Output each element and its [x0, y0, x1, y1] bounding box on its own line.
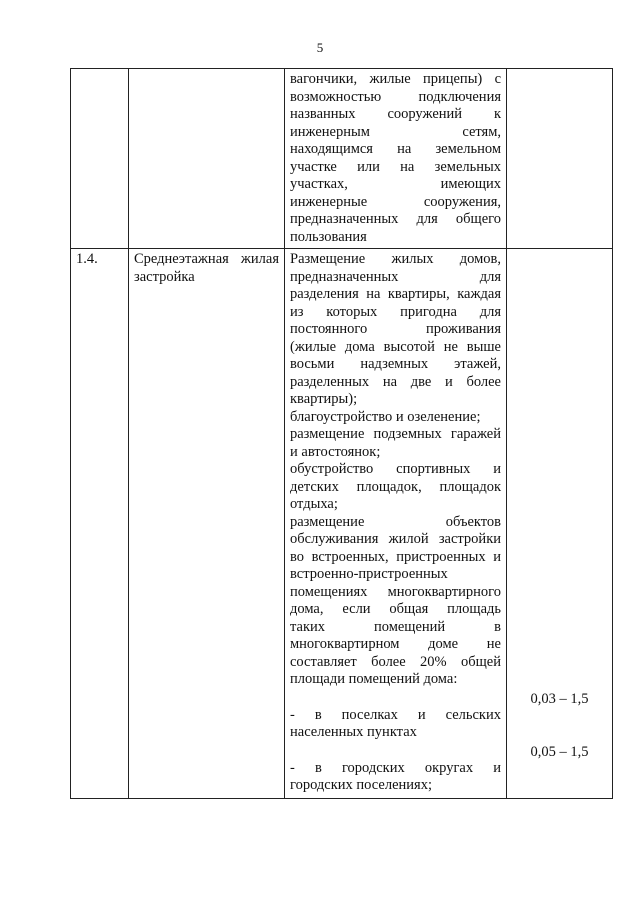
value-cities: 0,05 – 1,5 [530, 743, 589, 760]
description-line: разделения на квартиры, каждая [290, 286, 501, 302]
description-line: разделенных на две и более [290, 373, 501, 390]
cell-value-empty [507, 69, 613, 249]
description-line: Размещение жилых домов, [290, 251, 501, 267]
page-number: 5 [316, 40, 324, 55]
description-line: обслуживания жилой застройки [290, 531, 501, 547]
sub-item-line: населенных пунктах [290, 724, 417, 740]
description-line: многоквартирном доме не [290, 636, 501, 652]
description-line: дома, если общая площадь [290, 601, 501, 617]
description-line: помещениях многоквартирного [290, 583, 501, 600]
cell-number-empty [71, 69, 129, 249]
description-line: размещение объектов [290, 513, 501, 530]
zoning-table [70, 68, 613, 799]
description-line: инженерные сооружения, [290, 193, 501, 210]
description-line: отдыха; [290, 496, 338, 512]
cell-number [71, 249, 129, 799]
sub-item-line: - в городских округах и [290, 759, 501, 776]
sub-item-line: городских поселениях; [290, 777, 432, 793]
table-row-continued [71, 69, 613, 249]
row-name-line: Среднеэтажная жилая [134, 251, 279, 267]
description-line: во встроенных, пристроенных и [290, 548, 501, 565]
table-row-1-4 [71, 249, 613, 799]
description-line: составляет более 20% общей [290, 653, 501, 670]
description-line: предназначенных для общего [290, 211, 501, 227]
description-line: находящимся на земельном [290, 141, 501, 157]
value-villages: 0,03 – 1,5 [530, 691, 589, 707]
description-line: пользования [290, 228, 367, 245]
description-line: обустройство спортивных и [290, 461, 501, 477]
cell-value [507, 249, 613, 799]
sub-item-line: - в поселках и сельских [290, 706, 501, 723]
description-line: вагончики, жилые прицепы) с [290, 71, 501, 87]
description-line: из которых пригодна для [290, 303, 501, 320]
description-line: инженерным сетям, [290, 123, 501, 140]
description-line: благоустройство и озеленение; [290, 408, 481, 425]
description-line: таких помещений в [290, 618, 501, 635]
description-line: встроенно-пристроенных [290, 566, 448, 582]
description-line: возможностью подключения [290, 88, 501, 105]
description-line: постоянного проживания [290, 321, 501, 337]
description-line: (жилые дома высотой не выше [290, 338, 501, 355]
description-line: площади помещений дома: [290, 671, 458, 687]
cell-name-empty [129, 69, 285, 249]
description-line: участках, имеющих [290, 176, 501, 192]
row-name-line: застройка [134, 268, 195, 285]
row-number: 1.4. [76, 251, 98, 267]
cell-name [129, 249, 285, 799]
description-line: квартиры); [290, 391, 358, 407]
description-line: названных сооружений к [290, 106, 501, 122]
description-line: детских площадок, площадок [290, 478, 501, 495]
description-line: предназначенных для [290, 268, 501, 285]
description-line: и автостоянок; [290, 443, 381, 460]
cell-description [285, 249, 507, 799]
cell-description-continued [285, 69, 507, 249]
description-line: участке или на земельных [290, 158, 501, 175]
description-line: восьми надземных этажей, [290, 356, 501, 372]
description-line: размещение подземных гаражей [290, 426, 501, 442]
